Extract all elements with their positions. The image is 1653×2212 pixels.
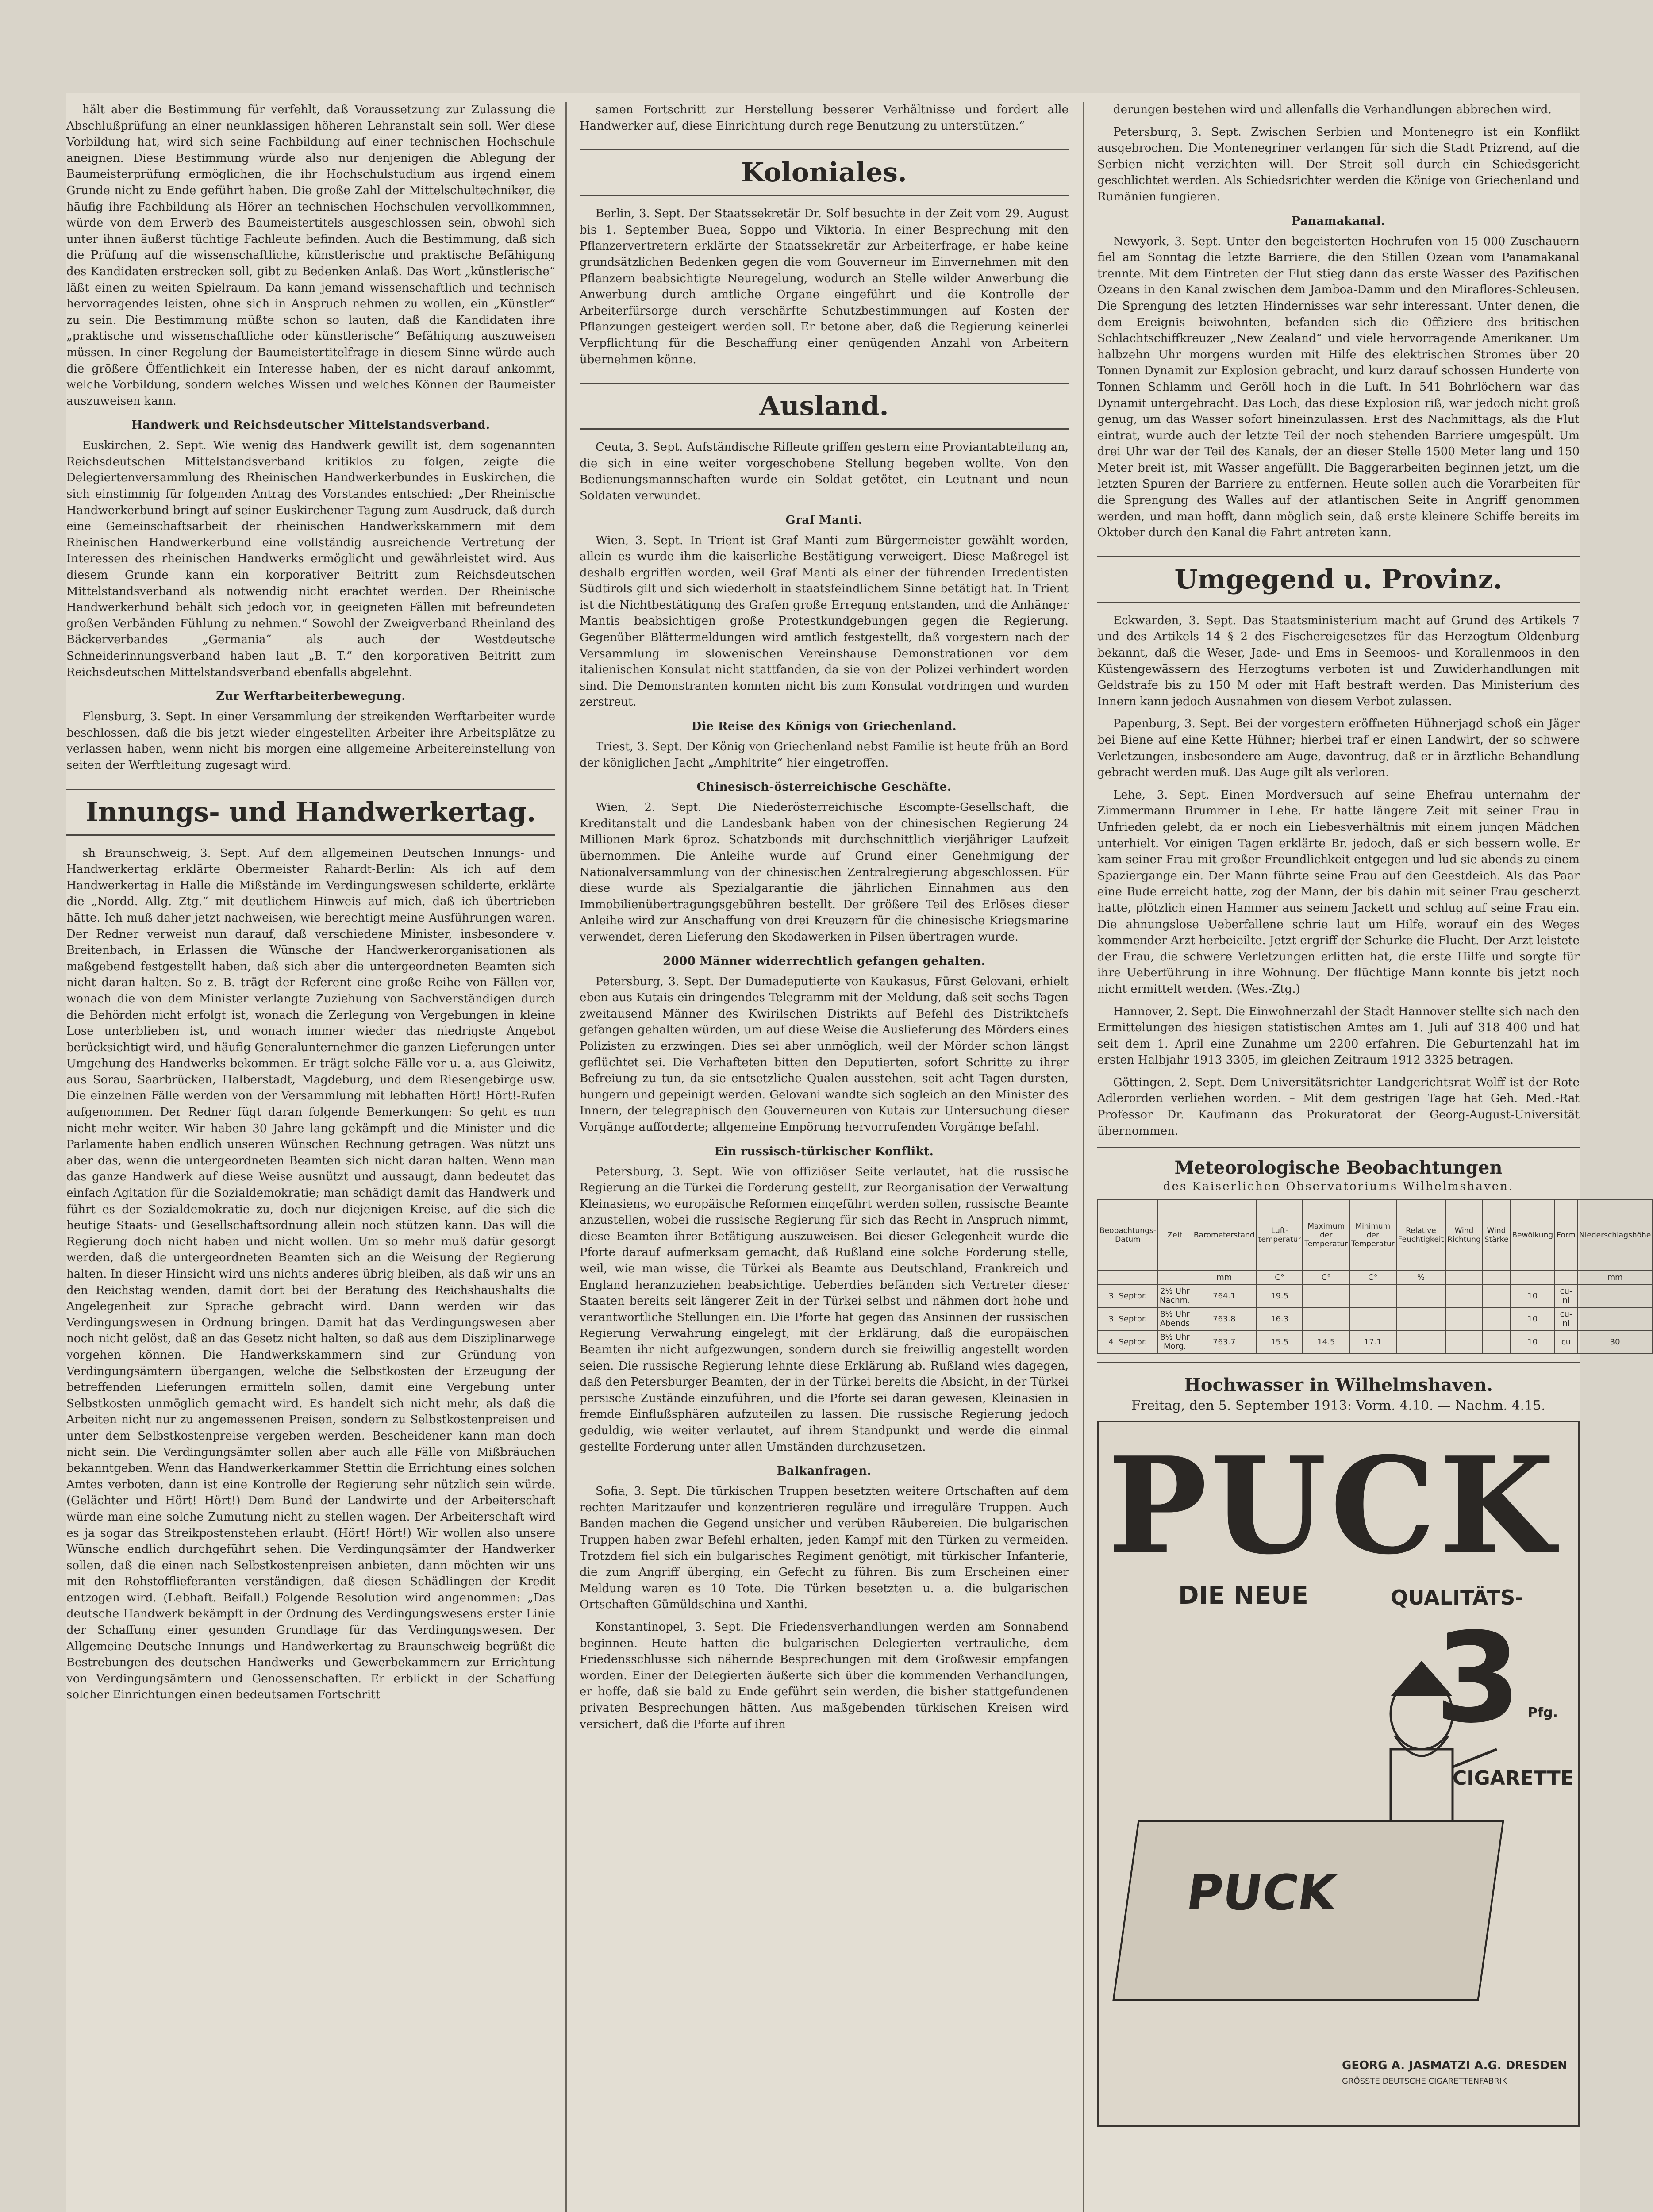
- table-cell: 3. Septbr.: [1098, 1284, 1158, 1307]
- tide-times: Freitag, den 5. September 1913: Vorm. 4.10. — Nachm. 4.15.: [1131, 1398, 1545, 1414]
- weather-unit-cell: [1555, 1271, 1577, 1284]
- table-cell: 14.5: [1303, 1330, 1349, 1353]
- table-cell: [1483, 1330, 1511, 1353]
- table-cell: 10: [1510, 1330, 1555, 1353]
- table-cell: 8½ Uhr Morg.: [1158, 1330, 1192, 1353]
- table-cell: [1349, 1307, 1396, 1330]
- ad-price-unit: Pfg.: [1528, 1705, 1558, 1721]
- weather-unit-cell: C°: [1303, 1271, 1349, 1284]
- article-text: Papenburg, 3. Sept. Bei der vorgestern eröffneten Hühnerjagd schoß ein Jäger bei Biene auf eine Kette Hühner; hierbei traf er einen Landwirt, der so schwere Verletzungen, insbesondere am Auge, davontrug, daß er in ärztliche Behandlung gebracht werden muß. Das Auge gilt als verloren.: [1097, 717, 1580, 780]
- section-heading: 2000 Männer widerrechtlich gefangen gehalten.: [662, 954, 986, 968]
- section-heading: Chinesisch-österreichische Geschäfte.: [696, 780, 952, 794]
- table-cell: 3. Septbr.: [1098, 1307, 1158, 1330]
- table-cell: [1396, 1330, 1445, 1353]
- ad-company-subtitle: GRÖSSTE DEUTSCHE CIGARETTENFABRIK: [1342, 2077, 1507, 2086]
- section-heading: Panamakanal.: [1292, 214, 1385, 228]
- article-text: Hannover, 2. Sept. Die Einwohnerzahl der Stadt Hannover stellte sich nach den Ermittelungen des hiesigen statistischen Amtes am 1. Juli auf 318 400 und hat seit dem 1. April eine Zunahme um 2200 erfahren. Die Geburtenzahl hat im ersten Halbjahr 1913 3305, im gleichen Zeitraum 1912 3325 betragen.: [1097, 1005, 1580, 1067]
- weather-header-cell: Zeit: [1158, 1200, 1192, 1271]
- table-cell: 10: [1510, 1284, 1555, 1307]
- table-cell: [1445, 1284, 1483, 1307]
- ad-price: 3: [1435, 1606, 1521, 1751]
- weather-header-cell: Wind Stärke: [1483, 1200, 1511, 1271]
- table-cell: cu-ni: [1555, 1284, 1577, 1307]
- section-title: Koloniales.: [580, 149, 1069, 196]
- ad-tagline: DIE NEUE: [1178, 1581, 1308, 1610]
- table-cell: [1445, 1330, 1483, 1353]
- section-heading: Zur Werftarbeiterbewegung.: [216, 690, 406, 703]
- article-text: Sofia, 3. Sept. Die türkischen Truppen besetzten weitere Ortschaften auf dem rechten Maritzaufer und konzentrieren reguläre und irreguläre Truppen. Auch Banden machen die Gegend unsicher und verüben Räubereien. Die bulgarischen Truppen haben zwar Befehl erhalten, jeden Kampf mit den Türken zu vermeiden. Trotzdem fiel sich ein bulgarisches Regiment genötigt, mit türkischer Infanterie, die zum Angriff überging, ein Gefecht zu führen. Bis zum Erscheinen einer Meldung waren es 10 Tote. Die Türken besetzten u. a. die bulgarischen Ortschaften Gümüldschina und Xanthi.: [580, 1485, 1069, 1612]
- article-text: Petersburg, 3. Sept. Der Dumadeputierte von Kaukasus, Fürst Gelovani, erhielt eben aus Kutais ein dringendes Telegramm mit der Meldung, daß seit sechs Tagen zweitausend Männer des Kwirilschen Distrikts auf Befehl des Distriktchefs gefangen gehalten würden, um auf diese Weise die Auslieferung des Mörders eines Polizisten zu erzwingen. Dies sei aber unmöglich, weil der Mörder schon längst geflüchtet sei. Die Verhafteten bitten den Deputierten, sofort Schritte zu ihrer Befreiung zu tun, da sie entsetzliche Qualen ausstehen, seit acht Tagen dursten, hungern und gepeinigt werden. Gelovani wandte sich sogleich an den Minister des Innern, der telegraphisch den Gouverneuren von Kutais zur Untersuchung dieser Vorgänge aufforderte; allgemeine Empörung hervorrufenden Vorgänge befahl.: [580, 975, 1069, 1134]
- article-text: derungen bestehen wird und allenfalls die Verhandlungen abbrechen wird.: [1113, 103, 1552, 116]
- column-rule: [1083, 102, 1084, 2212]
- column-middle: [580, 102, 1069, 2212]
- table-row: [1098, 1307, 1653, 1330]
- weather-header-cell: Minimum der Temperatur: [1349, 1200, 1396, 1271]
- weather-unit-cell: [1098, 1271, 1158, 1284]
- weather-header-cell: Bewölkung: [1510, 1200, 1555, 1271]
- article-text: Petersburg, 3. Sept. Wie von offiziöser Seite verlautet, hat die russische Regierung an die Türkei die Forderung gestellt, zur Reorganisation der Verwaltung Kleinasiens, wo europäische Reformen eingeführt werden sollen, russische Beamte anzustellen, wobei die russische Regierung für sich das Recht in Anspruch nimmt, diese Beamten ihrer Betätigung auszuweisen. Bei dieser Gelegenheit wurde die Pforte darauf aufmerksam gemacht, daß Rußland eine solche Forderung stelle, weil, wie man wisse, die Türkei als Beamte aus Deutschland, Frankreich und England heranzuziehen beabsichtige. Ueberdies befänden sich Vertreter dieser Staaten bereits seit längerer Zeit in der Türkei selbst und nähmen dort hohe und verantwortliche Stellungen ein. Die Pforte hat gegen das Ansinnen der russischen Regierung Verwahrung eingelegt, mit der Erklärung, daß die europäischen Beamten ihr nicht aufgezwungen, sondern durch sie freiwillig angestellt worden seien. Die russische Regierung lehnte diese Erklärung ab. Rußland wies dagegen, daß den Petersburger Beamten, der in der Türkei bereits die Absicht, in der Türkei persische Zustände einzuführen, und die Pforte sei daran gewesen, Kleinasien in fremde Einflußsphären aufzuteilen zu lassen. Die russische Regierung jedoch geduldig, wie weiter verlautet, auf ihrem Standpunkt und werde die einmal gestellte Forderung unter allen Umständen durchzusetzen.: [580, 1165, 1069, 1454]
- article-text: Petersburg, 3. Sept. Zwischen Serbien und Montenegro ist ein Konflikt ausgebrochen. Die Montenegriner verlangen für sich die Stadt Prizrend, auf die Serbien nicht verzichten will. Der Streit soll durch ein Schiedsgericht geschlichtet werden. Als Schiedsrichter werden die Könige von Griechenland und Rumänien fungieren.: [1097, 125, 1580, 204]
- table-cell: 8½ Uhr Abends: [1158, 1307, 1192, 1330]
- ad-tagline: QUALITÄTS-: [1391, 1586, 1524, 1610]
- article-text: Flensburg, 3. Sept. In einer Versammlung der streikenden Werftarbeiter wurde beschlossen, daß die bis jetzt wieder eingestellten Arbeiter ihre Arbeitsplätze zu verlassen haben, wenn nicht bis morgen eine allgemeine Arbeitereinstellung von seiten der Werftleitung zugesagt wird.: [66, 710, 555, 772]
- table-cell: cu-ni: [1555, 1307, 1577, 1330]
- weather-header-row: [1098, 1200, 1653, 1271]
- table-cell: [1303, 1307, 1349, 1330]
- weather-unit-cell: [1510, 1271, 1555, 1284]
- article-text: Triest, 3. Sept. Der König von Griechenland nebst Familie ist heute früh an Bord der königlichen Jacht „Amphitrite“ hier eingetroffen.: [580, 740, 1069, 770]
- table-cell: 763.8: [1192, 1307, 1257, 1330]
- article-text: Wien, 3. Sept. In Trient ist Graf Manti zum Bürgermeister gewählt worden, allein es wurde ihm die kaiserliche Bestätigung verweigert. Diese Maßregel ist deshalb ergriffen worden, weil Graf Manti als einer der führenden Irredentisten Südtirols gilt und sich wiederholt in staatsfeindlichem Sinne betätigt hat. In Trient ist die Nichtbestätigung des Grafen große Erregung entstanden, und die Anhänger Mantis beabsichtigen große Protestkundgebungen gegen die Regierung. Gegenüber Blättermeldungen wird amtlich festgestellt, daß vorgestern nach der Versammlung im slowenischen Vereinshause Demonstrationen vor dem italienischen Konsulat nicht stattfanden, da sie von der Polizei verhindert worden sind. Die Demonstranten konnten nicht bis zum Konsulat vordringen und wurden zerstreut.: [580, 534, 1069, 709]
- article-text: Ceuta, 3. Sept. Aufständische Rifleute griffen gestern eine Proviantabteilung an, die sich in eine weiter vorgeschobene Stellung begeben wollte. Von den Bedienungsmannschaften wurde ein Soldat getötet, ein Leutnant und neun Soldaten verwundet.: [580, 441, 1069, 503]
- article-text: sh Braunschweig, 3. Sept. Auf dem allgemeinen Deutschen Innungs- und Handwerkertag erklärte Obermeister Rahardt-Berlin: Als ich auf dem Handwerkertag in Halle die Mißstände im Verdingungswesen schilderte, erklärte die „Nordd. Allg. Ztg.“ mit deutlichem Hinweis auf mich, daß ich übertrieben hätte. Ich muß daher jetzt nachweisen, wie berechtigt meine Ausführungen waren. Der Redner verweist nun darauf, daß verschiedene Minister, insbesondere v. Breitenbach, in Erlassen die Wünsche der Handwerkerorganisationen als maßgebend festgestellt haben, daß sich aber die untergeordneten Beamten sich nicht daran halten. So z. B. trägt der Referent eine große Reihe von Fällen vor, wonach die von dem Minister verlangte Zuziehung von Sachverständigen durch die Behörden nicht erfolgt ist, wonach die Zerlegung von Vergebungen in kleine Lose unterblieben ist, und wonach immer wieder das niedrigste Angebot berücksichtigt wird, und häufig Generalunternehmer die ganzen Lieferungen unter Umgehung des Handwerks bekommen. Er trägt solche Fälle vor u. a. aus Gleiwitz, aus Sorau, Saarbrücken, Halberstadt, Magdeburg, und dem Riesengebirge usw. Die einzelnen Fälle werden von der Versammlung mit lebhaften Hört! Hört!-Rufen aufgenommen. Der Redner fügt daran folgende Bemerkungen: So geht es nun nicht mehr weiter. Wir haben 30 Jahre lang gekämpft und die Minister und die Parlamente haben endlich unseren Wünschen Rechnung getragen. Was nützt uns aber das, wenn die untergeordneten Beamten sich nicht daran halten. Wenn man das ganze Handwerk auf diese Weise ausnützt und aussaugt, dann bedeutet das einfach Agitation für die Sozialdemokratie; man schädigt damit das Handwerk und führt es der Sozialdemokratie zu, doch nur diejenigen Kreise, auf die sich die heutige Staats- und Gesellschaftsordnung allein noch stützen kann. Das will die Regierung doch nicht haben und nicht wollen. Um so mehr muß dafür gesorgt werden, daß die untergeordneten Beamten sich an die Weisung der Regierung halten. In dieser Hinsicht wird uns nichts anderes übrig bleiben, als daß wir uns an den Reichstag wenden, damit dort bei der Beratung des Reichshaushalts die Angelegenheit zur Sprache gebracht wird. Dann werden wir das Verdingungswesen in Ordnung bringen. Damit hat das Verdingungswesen aber noch nicht gelöst, daß an das Gesetz nicht halten, so daß aus dem Disziplinarwege vorgehen können. Die Handwerkskammern sind zur Gründung von Verdingungsämtern übergangen, welche die Selbstkosten der Erzeugung der betreffenden Lieferungen ermitteln sollen, damit eine Vergebung unter Selbstkosten unmöglich gemacht wird. Es handelt sich nicht mehr, als daß die Arbeiten nicht nur zu angemessenen Preisen, sondern zu Selbstkostenpreisen und unter dem Selbstkostenpreise vergeben werden. Bescheidener kann man doch nicht sein. Die Verdingungsämter sollen aber auch alle Fälle von Mißbräuchen bekanntgeben. Wenn das Handwerkerkammer Stettin die Errichtung eines solchen Amtes verboten, dann ist eine Kontrolle der Regierung sehr nützlich sein würde. (Gelächter und Hört! Hört!) Dem Bund der Landwirte und der Arbeiterschaft würde man eine solche Zumutung nicht zu stellen wagen. Der Arbeiterschaft wird es ja sogar das Streikpostenstehen erlaubt. (Hört! Hört!) Wir wollen also unsere Wünsche endlich durchgeführt sehen. Die Verdingungsämter der Handwerker sollen, daß die einen nach Selbstkostenpreisen anbieten, dann möchten wir uns mit den Rohstofflieferanten verständigen, daß diesen Schädlingen der Kredit entzogen wird. (Lebhaft. Beifall.) Folgende Resolution wird angenommen: „Das deutsche Handwerk bekämpft in der Ordnung des Verdingungswesens erster Linie der Schaffung einer gesunden Grundlage für das Verdingungswesen. Der Allgemeine Deutsche Innungs- und Handwerkertag zu Braunschweig begrüßt die Bestrebungen des deutschen Handwerks- und Gewerbekammern zur Errichtung von Verdingungsämtern und Genossenschaften. Er erblickt in der Schaffung solcher Einrichtungen einen bedeutsamen Fortschritt: [66, 846, 555, 1702]
- weather-unit-cell: C°: [1349, 1271, 1396, 1284]
- weather-header-cell: Luft- temperatur: [1257, 1200, 1303, 1271]
- table-cell: 763.7: [1192, 1330, 1257, 1353]
- weather-unit-row: [1098, 1271, 1653, 1284]
- weather-unit-cell: mm: [1577, 1271, 1653, 1284]
- column-rule: [565, 102, 567, 2212]
- newspaper-page: [66, 93, 1651, 2212]
- weather-unit-cell: [1158, 1271, 1192, 1284]
- table-cell: [1483, 1307, 1511, 1330]
- table-cell: [1577, 1307, 1653, 1330]
- section-title: Umgegend u. Provinz.: [1097, 556, 1580, 603]
- table-cell: cu: [1555, 1330, 1577, 1353]
- cigarette-advertisement: [1097, 1421, 1580, 2127]
- ad-company: GEORG A. JASMATZI A.G. DRESDEN: [1342, 2059, 1567, 2073]
- weather-header-cell: Niederschlagshöhe: [1577, 1200, 1653, 1271]
- table-cell: 17.1: [1349, 1330, 1396, 1353]
- weather-unit-cell: mm: [1192, 1271, 1257, 1284]
- divider: [1097, 1362, 1580, 1363]
- ad-product: CIGARETTE: [1453, 1767, 1574, 1790]
- table-cell: [1577, 1284, 1653, 1307]
- article-text: Newyork, 3. Sept. Unter den begeisterten Hochrufen von 15 000 Zuschauern fiel am Sonntag die letzte Barriere, die den Stillen Ozean vom Panamakanal trennte. Mit dem Eintreten der Flut stieg dann das erste Wasser des Pazifischen Ozeans in den Kanal zwischen dem Jamboa-Damm und den Miraflores-Schleusen. Die Sprengung des letzten Hindernisses war sehr interessant. Unter denen, die dem Ereignis beiwohnten, befanden sich die Offiziere des britischen Schlachtschiffkreuzer „New Zealand“ und viele hervorragende Amerikaner. Um halbzehn Uhr morgens wurden mit Hilfe des elektrischen Stromes über 20 Tonnen Dynamit zur Explosion gebracht, und kurz darauf schossen Hunderte von Tonnen Schlamm und Geröll hoch in die Luft. In 541 Bohrlöchern war das Dynamit untergebracht. Das Loch, das diese Explosion riß, war jedoch nicht groß genug, um das Wasser sofort hineinzulassen. Erst des Nachmittags, als die Flut eintrat, wurde auch der letzte Teil der noch stehenden Barriere umgespült. Um drei Uhr war der Teil des Kanals, der an dieser Stelle 1500 Meter lang und 150 Meter breit ist, mit Wasser angefüllt. Die Baggerarbeiten beginnen jetzt, um die letzten Spuren der Barriere zu entfernen. Heute sollen auch die Vorarbeiten für die Sprengung des Walles auf der atlantischen Seite in Angriff genommen werden, und man hofft, dann möglich sein, daß erste kleinere Schiffe bereits im Oktober durch den Kanal die Fahrt antreten kann.: [1097, 234, 1580, 540]
- weather-header-cell: Barometerstand: [1192, 1200, 1257, 1271]
- article-text: Wien, 2. Sept. Die Niederösterreichische Escompte-Gesellschaft, die Kreditanstalt und die Landesbank haben von der chinesischen Regierung 24 Millionen Mark 6proz. Schatzbonds mit durchschnittlich vierjähriger Laufzeit übernommen. Die Anleihe wurde auf Grund einer Genehmigung der Nationalversammlung von der chinesischen Zentralregierung abgeschlossen. Für diese wurde als Spezialgarantie die jährlichen Einnahmen aus den Immobilienübertragungsgebühren bestellt. Der größere Teil des Erlöses dieser Anleihe wird zur Anschaffung von drei Kreuzern für die chinesische Kriegsmarine verwendet, deren Lieferung den Skodawerken in Pilsen übertragen wurde.: [580, 801, 1069, 944]
- column-right: [1097, 102, 1651, 2212]
- table-cell: [1445, 1307, 1483, 1330]
- weather-unit-cell: [1483, 1271, 1511, 1284]
- weather-unit-cell: %: [1396, 1271, 1445, 1284]
- weather-unit-cell: C°: [1257, 1271, 1303, 1284]
- weather-unit-cell: [1445, 1271, 1483, 1284]
- article-text: Lehe, 3. Sept. Einen Mordversuch auf seine Ehefrau unternahm der Zimmermann Brummer in Lehe. Er hatte längere Zeit mit seiner Frau in Unfrieden gelebt, da er noch ein Liebesverhältnis mit einem jungen Mädchen unterhielt. Vor einigen Tagen erklärte Br. jedoch, daß er sich bessern wolle. Er kam seiner Frau mit großer Freundlichkeit entgegen und lud sie abends zu einem Spaziergange ein. Der Mann führte seine Frau auf den Geestdeich. Als das Paar eine Bude erreicht hatte, zog der Mann, der bis dahin mit seiner Frau gescherzt hatte, plötzlich einen Hammer aus seinem Jackett und schlug auf seine Frau ein. Die ahnungslose Ueberfallene schrie laut um Hilfe, worauf ein des Weges kommender Arzt herbeieilte. Jetzt ergriff der Schurke die Flucht. Der Arzt leistete der Frau, die schwere Verletzungen erlitten hat, die erste Hilfe und sorgte für ihre Ueberführung in ihre Wohnung. Der flüchtige Mann konnte bis jetzt noch nicht ermittelt werden. (Wes.-Ztg.): [1097, 788, 1580, 996]
- section-title: Innungs- und Handwerkertag.: [66, 789, 555, 836]
- box-label: PUCK: [1183, 1864, 1340, 1921]
- article-text: Euskirchen, 2. Sept. Wie wenig das Handwerk gewillt ist, dem sogenannten Reichsdeutschen Mittelstandsverband kritiklos zu folgen, zeigte die Delegiertenversammlung des Rheinischen Handwerkerbundes in Euskirchen, die sich einstimmig für folgenden Antrag des Vorstandes entschied: „Der Rheinische Handwerkerbund bringt auf seiner Euskirchener Tagung zum Ausdruck, daß durch eine Gemeinschaftsarbeit der rheinischen Handwerkskammern mit dem Rheinischen Handwerkerbund eine vollständig ausreichende Vertretung der Interessen des rheinischen Handwerks ermöglicht und gewährleistet wird. Aus diesem Grunde kann ein korporativer Beitritt zum Reichsdeutschen Mittelstandsverband als notwendig nicht erachtet werden. Der Rheinische Handwerkerbund behält sich jedoch vor, in geeigneten Fällen mit befreundeten großen Verbänden Fühlung zu nehmen.“ Sowohl der Zweigverband Rheinland des Bäckerverbandes „Germania“ als auch der Westdeutsche Schneiderinnungsverband haben laut „B. T.“ den korporativen Beitritt zum Reichsdeutschen Mittelstandsverband ebenfalls abgelehnt.: [66, 439, 555, 679]
- weather-header-cell: Relative Feuchtigkeit: [1396, 1200, 1445, 1271]
- article-text: hält aber die Bestimmung für verfehlt, daß Voraussetzung zur Zulassung die Abschlußprüfung an einer neunklassigen höheren Lehranstalt sein soll. Wer diese Vorbildung hat, wird sich seine Fachbildung auf einer technischen Hochschule aneignen. Diese Bestimmung würde also nur denjenigen die Ablegung der Baumeisterprüfung ermöglichen, die ihr Hochschulstudium aus irgend einem Grunde nicht zu Ende geführt haben. Die große Zahl der Mittelschultechniker, die häufig ihre Fachbildung als Hörer an technischen Hochschulen vervollkommnen, würde von dem Erwerb des Baumeistertitels ausgeschlossen sein, obwohl sich unter ihnen äußerst tüchtige Fachleute befinden. Auch die Bestimmung, daß sich die Prüfung auf die wissenschaftliche, künstlerische und praktische Befähigung des Kandidaten erstrecken soll, gibt zu Bedenken Anlaß. Das Wort „künstlerische“ läßt einen zu weiten Spielraum. Da kann jemand wissenschaftlich und technisch hervorragendes leisten, ohne sich in Anspruch nehmen zu wollen, ein „Künstler“ zu sein. Die Bestimmung müßte schon so lauten, daß die Kandidaten ihre „praktische und wissenschaftliche oder künstlerische“ Befähigung auszuweisen müssen. In einer Regelung der Baumeistertitelfrage in diesem Sinne würde auch die größere Öffentlichkeit ein Interesse haben, der es nicht darauf ankommt, welche Vorbildung, sondern welches Wissen und welches Können der Baumeister auszuweisen kann.: [66, 103, 555, 408]
- weather-header-cell: Form: [1555, 1200, 1577, 1271]
- weather-subtitle: des Kaiserlichen Observatoriums Wilhelmshaven.: [1163, 1180, 1514, 1194]
- table-cell: 30: [1577, 1330, 1653, 1353]
- section-heading: Graf Manti.: [785, 513, 863, 527]
- table-cell: [1303, 1284, 1349, 1307]
- article-text: Konstantinopel, 3. Sept. Die Friedensverhandlungen werden am Sonnabend beginnen. Heute hatten die bulgarischen Delegierten vertrauliche, dem Friedensschlusse sich nähernde Besprechungen mit dem Großwesir empfangen worden. Einer der Delegierten äußerte sich über die kommenden Verhandlungen, er hoffe, daß sie bald zu Ende geführt sein werden, die bisher stattgefundenen privaten Besprechungen hätten. Aus maßgebenden türkischen Kreisen wird versichert, daß die Pforte auf ihren: [580, 1620, 1069, 1731]
- weather-table: [1097, 1199, 1653, 1354]
- section-heading: Die Reise des Königs von Griechenland.: [691, 720, 957, 733]
- table-cell: [1483, 1284, 1511, 1307]
- column-left: [66, 102, 555, 2212]
- table-cell: 15.5: [1257, 1330, 1303, 1353]
- weather-header-cell: Wind Richtung: [1445, 1200, 1483, 1271]
- section-heading: Handwerk und Reichsdeutscher Mittelstandsverband.: [131, 419, 490, 432]
- table-cell: 764.1: [1192, 1284, 1257, 1307]
- table-cell: [1349, 1284, 1396, 1307]
- section-heading: Balkanfragen.: [777, 1464, 872, 1478]
- article-text: Eckwarden, 3. Sept. Das Staatsministerium macht auf Grund des Artikels 7 und des Artikels 14 § 2 des Fischereigesetzes für das Herzogtum Oldenburg bekannt, daß die Weser, Jade- und Ems in Seemoos- und Korallenmoos in den Küstengewässern des Herzogtums verboten ist und Zuwiderhandlungen mit Geldstrafe bis zu 150 M oder mit Haft bestraft werden. Das Ministerium des Innern kann jedoch Ausnahmen von diesem Verbot zulassen.: [1097, 614, 1580, 708]
- weather-title: Meteorologische Beobachtungen: [1174, 1157, 1503, 1179]
- weather-header-cell: Beobachtungs- Datum: [1098, 1200, 1158, 1271]
- tide-title: Hochwasser in Wilhelmshaven.: [1184, 1375, 1493, 1396]
- ad-brand: PUCK: [1107, 1428, 1558, 1584]
- section-heading: Ein russisch-türkischer Konflikt.: [714, 1144, 934, 1158]
- table-cell: 2½ Uhr Nachm.: [1158, 1284, 1192, 1307]
- table-cell: [1396, 1284, 1445, 1307]
- article-text: Göttingen, 2. Sept. Dem Universitätsrichter Landgerichtsrat Wolff ist der Rote Adlerorden verliehen worden. – Mit dem gestrigen Tage hat Geh. Med.-Rat Professor Dr. Kaufmann das Prokuratorat der Georg-August-Universität übernommen.: [1097, 1075, 1580, 1138]
- table-cell: 19.5: [1257, 1284, 1303, 1307]
- article-text: Berlin, 3. Sept. Der Staatssekretär Dr. Solf besuchte in der Zeit vom 29. August bis 1. September Buea, Soppo und Viktoria. In einer Besprechung mit den Pflanzervertretern erklärte der Staatssekretär zur Arbeiterfrage, er habe keine grundsätzlichen Bedenken gegen die vom Gouverneur im Einvernehmen mit den Pflanzern beabsichtigte Neuregelung, wodurch an Stelle wilder Anwerbung die Anwerbung durch amtliche Organe eingeführt und die Kontrolle der Arbeiterfürsorge durch verschärfte Schutzbestimmungen auf Kosten der Pflanzungen gesteigert werden soll. Er betone aber, daß die Regierung keinerlei Verpflichtung für die Beschaffung einer genügenden Anzahl von Arbeitern übernehmen könne.: [580, 207, 1069, 366]
- table-row: [1098, 1284, 1653, 1307]
- article-text: samen Fortschritt zur Herstellung besserer Verhältnisse und fordert alle Handwerker auf, diese Einrichtung durch rege Benutzung zu unterstützen.“: [580, 103, 1069, 133]
- table-cell: 16.3: [1257, 1307, 1303, 1330]
- table-row: [1098, 1330, 1653, 1353]
- divider: [1097, 1147, 1580, 1148]
- table-cell: 4. Septbr.: [1098, 1330, 1158, 1353]
- table-cell: [1396, 1307, 1445, 1330]
- table-cell: 10: [1510, 1307, 1555, 1330]
- section-title: Ausland.: [580, 383, 1069, 430]
- weather-header-cell: Maximum der Temperatur: [1303, 1200, 1349, 1271]
